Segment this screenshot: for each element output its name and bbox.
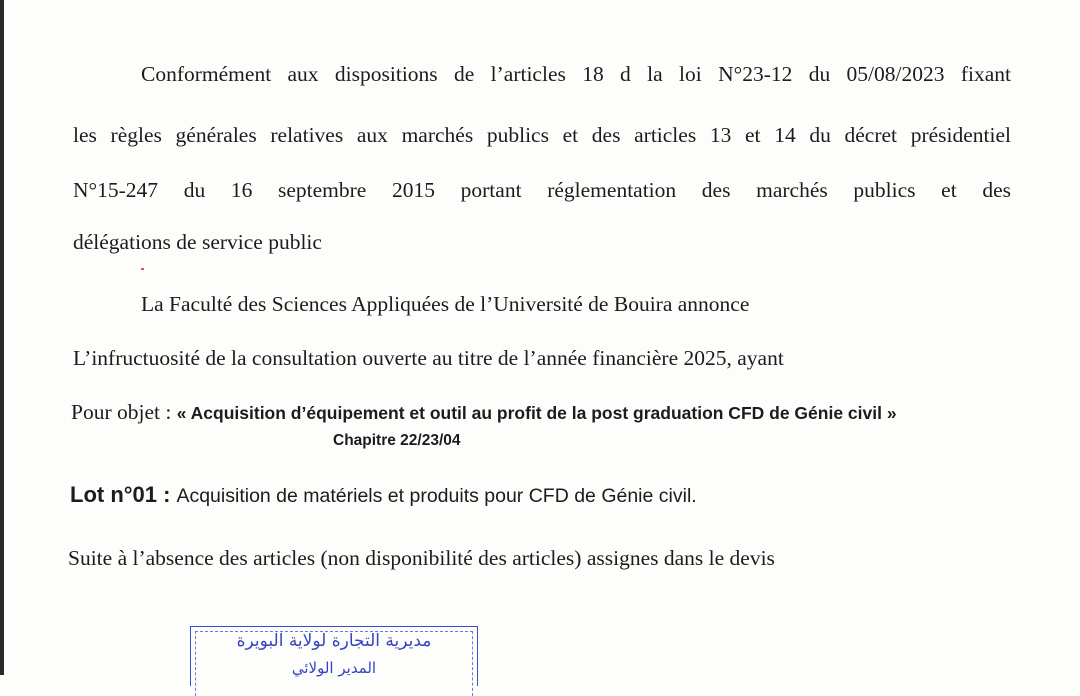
infructuosite-text: L’infructuosité de la consultation ouverte au titre de l’année financière 2025, ayant — [73, 346, 784, 370]
page-edge — [0, 0, 4, 675]
paragraph-line-2: les règles générales relatives aux marchés publics et des articles 13 et 14 du décret présidentiel — [73, 123, 1011, 147]
paragraph-line-1: Conformément aux dispositions de l’articles 18 d la loi N°23-12 du 05/08/2023 fixant — [141, 62, 1011, 86]
lot-text: Acquisition de matériels et produits pour CFD de Génie civil. — [176, 485, 697, 507]
official-stamp — [190, 626, 478, 686]
lot-label: Lot n°01 : — [70, 482, 171, 507]
objet-title: « Acquisition d’équipement et outil au profit de la post graduation CFD de Génie civil » — [176, 403, 897, 423]
reason-text: Suite à l’absence des articles (non disponibilité des articles) assignes dans le devis — [68, 546, 775, 570]
objet-line — [71, 400, 897, 425]
stamp-line-1: مديرية التجارة لولاية البويرة — [236, 631, 432, 651]
objet-prefix: Pour objet : — [71, 400, 177, 424]
paragraph-line-4: délégations de service public — [73, 230, 322, 254]
chapter-label: Chapitre 22/23/04 — [333, 432, 461, 449]
announcement-text: La Faculté des Sciences Appliquées de l’Université de Bouira annonce — [141, 292, 750, 316]
paragraph-line-3: N°15-247 du 16 septembre 2015 portant réglementation des marchés publics et des — [73, 178, 1011, 202]
red-ink-mark — [141, 268, 144, 270]
stamp-line-2: المدير الولائي — [291, 659, 377, 677]
lot-line — [70, 482, 697, 508]
